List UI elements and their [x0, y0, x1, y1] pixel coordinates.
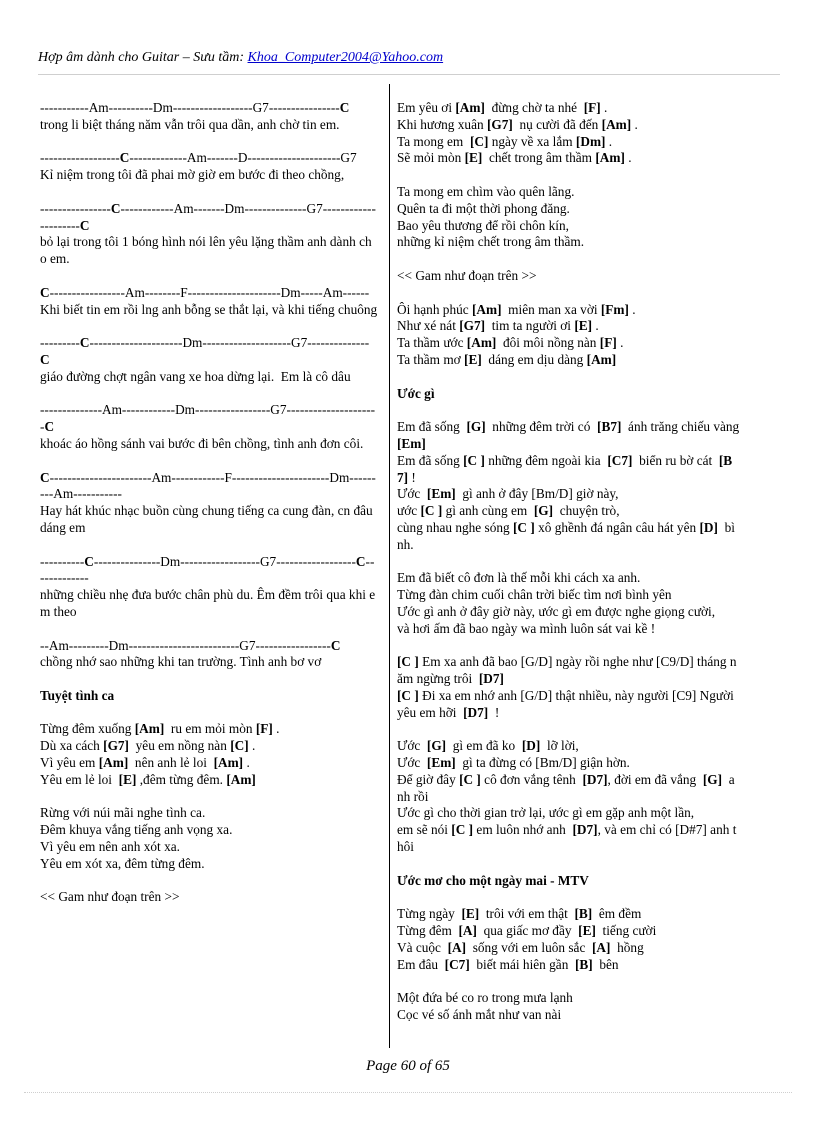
- blank-line: [397, 285, 741, 302]
- lyric-line: [40, 822, 378, 839]
- lyric-text: .: [605, 133, 613, 149]
- chord: [E]: [574, 318, 593, 334]
- lyric-text: Khi hương xuân: [397, 116, 487, 132]
- chord: [Am]: [455, 100, 485, 115]
- lyric-line: [40, 638, 378, 655]
- lyric-text: .: [272, 721, 280, 737]
- lyric-line: [397, 184, 741, 201]
- chord: [G]: [702, 771, 723, 787]
- blank-line: [40, 621, 378, 638]
- lyric-line: [40, 402, 378, 436]
- lyric-text: Ôi hạnh phúc: [397, 301, 472, 317]
- lyric-line: [397, 318, 741, 335]
- blank-line: [40, 671, 378, 688]
- lyric-text: Ước gì cho thời gian trở lại, ước gì em gặp anh một lần,: [397, 805, 695, 821]
- chord: [Am]: [471, 301, 502, 317]
- lyric-text: tim ta người ơi: [485, 318, 575, 334]
- lyric-text: Từng đêm: [397, 923, 459, 939]
- chord: Ước gì: [397, 385, 435, 401]
- lyric-text: ước: [397, 503, 421, 519]
- lyric-text: nụ cười đã đến: [512, 116, 602, 132]
- lyric-text: khoác áo hồng sánh vai bước đi bên chồng, tình anh đơn côi.: [40, 435, 364, 451]
- lyric-text: ---------------------Dm--------------------G7--------------: [89, 335, 370, 351]
- lyric-line: [397, 234, 741, 251]
- blank-line: [397, 167, 741, 184]
- lyric-text: ------------------: [40, 150, 120, 166]
- lyric-text: yêu em nồng nàn: [129, 738, 231, 754]
- chord: [Am]: [134, 721, 165, 737]
- lyric-text: chết trong âm thầm: [482, 150, 596, 166]
- lyric-text: biết mái hiên gần: [469, 956, 575, 972]
- blank-line: [40, 705, 378, 722]
- lyric-text: gì anh ở đây [Bm/D] giờ này,: [455, 486, 619, 502]
- lyric-text: Em yêu ơi: [397, 100, 456, 115]
- lyric-text: những kỉ niệm chết trong âm thầm.: [397, 234, 585, 250]
- chord: [B]: [574, 906, 593, 922]
- chord: [A]: [592, 939, 611, 955]
- lyric-text: !: [408, 469, 416, 485]
- chord: [C ]: [463, 452, 485, 468]
- lyric-text: Ta mong em chìm vào quên lãng.: [397, 183, 575, 199]
- lyric-text: Từng ngày: [397, 906, 462, 922]
- lyric-text: giáo đường chợt ngân vang xe hoa dừng lại. Em là cô dâu: [40, 368, 351, 384]
- lyric-text: -----------------Am--------F---------------------Dm-----Am------: [49, 284, 370, 300]
- lyric-text: ------------Am-------Dm--------------G7---------------------: [40, 200, 376, 233]
- chord: [E]: [461, 906, 480, 922]
- chord: C: [40, 351, 50, 367]
- lyric-text: Em xa anh đã bao [G/D] ngày rồi nghe như [C9/D] tháng năm ngừng trôi: [397, 654, 737, 687]
- blank-line: [397, 251, 741, 268]
- chord: [E]: [464, 351, 482, 367]
- lyric-text: Ta mong em: [397, 133, 470, 149]
- lyric-text: Khi biết tin em rồi lng anh bỗng se thắt lại, và khi tiếng chuông: [40, 301, 378, 317]
- blank-line: [40, 318, 378, 335]
- blank-line: [40, 789, 378, 806]
- lyric-line: [397, 117, 741, 134]
- lyric-text: Ta thầm ước: [397, 335, 467, 351]
- lyric-text: sống với em luôn sắc: [466, 939, 592, 955]
- lyric-text: Ước: [397, 755, 427, 771]
- lyric-text: anh rồi: [397, 771, 735, 804]
- author-email-link[interactable]: Khoa_Computer2004@Yahoo.com: [247, 50, 444, 65]
- lyric-text: đừng chờ ta nhé: [484, 100, 584, 115]
- lyric-line: [40, 755, 378, 772]
- lyric-text: Em đã sống: [397, 452, 464, 468]
- song-title: [397, 873, 741, 890]
- lyric-text: --Am---------Dm-------------------------G7-----------------: [40, 637, 331, 653]
- lyric-text: Vì yêu em nên anh xót xa.: [40, 839, 180, 855]
- lyric-text: em sẽ nói: [397, 822, 452, 838]
- lyric-text: Ta thầm mơ: [397, 351, 465, 367]
- lyric-line: [397, 940, 741, 957]
- chord: C: [79, 335, 90, 351]
- chord: C: [40, 284, 50, 300]
- lyric-text: ngày về xa lắm: [488, 133, 576, 149]
- chord: [Fm]: [600, 301, 629, 317]
- lyric-text: lỡ lời,: [540, 738, 579, 754]
- lyric-text: << Gam như đoạn trên >>: [397, 267, 537, 283]
- lyric-text: gì anh cùng em: [442, 503, 534, 519]
- lyric-text: -----------------------Am------------F----------------------Dm---------Am-----------: [40, 469, 376, 502]
- lyric-line: [40, 167, 378, 184]
- chord: [A]: [447, 939, 467, 955]
- lyric-text: Em đâu: [397, 956, 445, 972]
- lyric-line: [40, 805, 378, 822]
- header-title: Hợp âm dành cho Guitar – Sưu tầm:: [38, 50, 248, 65]
- lyric-text: Ước: [397, 738, 427, 754]
- chord: [C ]: [451, 822, 474, 838]
- lyric-text: ----------------: [40, 200, 111, 216]
- lyric-line: [397, 352, 741, 369]
- lyric-line: [40, 654, 378, 671]
- blank-line: [40, 134, 378, 151]
- chord: C: [330, 637, 341, 653]
- chord: [G7]: [103, 738, 129, 754]
- lyric-line: [397, 957, 741, 974]
- right-column: [397, 100, 746, 1024]
- lyric-text: Một đứa bé co ro trong mưa lạnh: [397, 990, 573, 1006]
- lyric-text: những đêm ngoài kia: [484, 452, 608, 468]
- lyric-line: [397, 453, 741, 487]
- lyric-line: [397, 486, 741, 503]
- lyric-line: [397, 587, 741, 604]
- chord: C: [44, 419, 55, 435]
- lyric-text: ánh trăng chiếu vàng: [621, 419, 746, 435]
- lyric-line: [397, 150, 741, 167]
- lyric-text: Hay hát khúc nhạc buồn cùng chung tiếng ca cung đàn, cn đâu dáng em: [40, 503, 377, 535]
- chord: [Am]: [601, 116, 632, 132]
- chord: [E]: [118, 771, 137, 787]
- chord: [D]: [521, 738, 541, 754]
- lyric-text: Vì yêu em: [40, 755, 99, 771]
- chord: [Em]: [426, 755, 456, 771]
- chord: [G]: [533, 503, 554, 519]
- blank-line: [397, 638, 741, 655]
- footer-divider: [24, 1092, 792, 1093]
- chord: C: [119, 150, 130, 166]
- lyric-text: Dù xa cách: [40, 738, 104, 754]
- chord: [Am]: [466, 335, 497, 351]
- chord: [Am]: [595, 150, 625, 166]
- chord: [D]: [699, 519, 718, 535]
- lyric-text: Từng đàn chim cuối chân trời biếc tìm nơi bình yên: [397, 587, 672, 603]
- chord: Tuyệt tình ca: [40, 687, 115, 703]
- chord: [G]: [466, 419, 486, 435]
- chord: [Am]: [213, 755, 244, 771]
- chord: [Am]: [226, 771, 256, 787]
- lyric-text: miên man xa vời: [501, 301, 601, 317]
- lyric-line: [40, 117, 378, 134]
- chord: [C7]: [444, 956, 470, 972]
- lyric-text: chuyện trò,: [553, 503, 620, 519]
- lyric-text: ,đêm từng đêm.: [136, 771, 227, 787]
- chord: [C7]: [607, 452, 633, 468]
- chord: [C ]: [397, 687, 419, 703]
- lyric-line: [40, 150, 378, 167]
- lyric-text: những đêm trời có: [485, 419, 598, 435]
- lyric-line: [397, 990, 741, 1007]
- blank-line: [40, 268, 378, 285]
- left-column: [40, 100, 378, 906]
- lyric-line: [397, 268, 741, 285]
- chord: [Am]: [586, 351, 617, 367]
- lyric-text: .: [248, 738, 256, 754]
- lyric-text: Như xé nát: [397, 318, 460, 334]
- lyric-text: Đêm khuya vắng tiếng anh vọng xa.: [40, 822, 233, 838]
- chord: [F]: [255, 721, 273, 737]
- page-header: [38, 50, 443, 66]
- lyric-text: Rừng với núi mãi nghe tình ca.: [40, 805, 206, 821]
- chord: [B7]: [397, 452, 733, 485]
- lyric-text: em luôn nhớ anh: [473, 822, 573, 838]
- lyric-line: [40, 436, 378, 453]
- lyric-line: [40, 503, 378, 537]
- lyric-text: xô ghềnh đá ngân câu hát yên: [534, 519, 700, 535]
- chord: [G7]: [486, 116, 513, 132]
- lyric-text: bỏ lại trong tôi 1 bóng hình nói lên yêu lặng thầm anh dành cho em.: [40, 234, 372, 267]
- lyric-text: Sẽ mỏi mòn: [397, 150, 465, 166]
- chord: C: [40, 469, 50, 485]
- chord: [Am]: [98, 755, 129, 771]
- lyric-text: Ước: [397, 486, 427, 502]
- lyric-line: [397, 570, 741, 587]
- lyric-line: [40, 587, 378, 621]
- lyric-text: -------------: [40, 553, 375, 586]
- chord: [D7]: [478, 671, 504, 687]
- lyric-line: [397, 100, 741, 117]
- page-number: Page 60 of 65: [366, 1058, 450, 1074]
- lyric-text: !: [488, 704, 500, 720]
- lyric-text: Yêu em xót xa, đêm từng đêm.: [40, 855, 205, 871]
- blank-line: [40, 873, 378, 890]
- lyric-line: [40, 738, 378, 755]
- chord: C: [355, 553, 366, 569]
- lyric-line: [397, 419, 746, 453]
- chord: C: [79, 217, 90, 233]
- lyric-text: .: [600, 100, 608, 115]
- chord: [D7]: [572, 822, 598, 838]
- lyric-text: .: [616, 335, 624, 351]
- lyric-text: cô đơn vắng tênh: [480, 771, 583, 787]
- lyric-text: .: [592, 318, 599, 334]
- lyric-text: những chiều nhẹ đưa bước chân phù du. Êm đềm trôi qua khi em theo: [40, 587, 376, 619]
- chord: [C ]: [459, 771, 481, 787]
- lyric-text: .: [243, 755, 250, 771]
- lyric-text: -----------Am----------Dm------------------G7----------------: [40, 100, 340, 115]
- lyric-text: Ước gì anh ở đây giờ này, ước gì em được nghe giọng cười,: [397, 603, 716, 619]
- lyric-line: [397, 923, 741, 940]
- lyric-line: [397, 520, 741, 554]
- lyric-text: trong li biệt tháng năm vẫn trôi qua dần, anh chờ tin em.: [40, 116, 340, 132]
- lyric-text: cùng nhau nghe sóng: [397, 519, 513, 535]
- chord: [C ]: [512, 519, 535, 535]
- lyric-text: gì ta đừng có [Bm/D] giận hờn.: [455, 755, 630, 771]
- blank-line: [397, 402, 741, 419]
- blank-line: [40, 453, 378, 470]
- blank-line: [397, 889, 741, 906]
- lyric-line: [40, 721, 378, 738]
- chord: [D7]: [463, 704, 489, 720]
- lyric-line: [40, 554, 378, 588]
- lyric-text: Cọc vé số ánh mắt như van nài: [397, 1007, 562, 1023]
- lyric-line: [397, 772, 741, 806]
- lyric-text: Yêu em lẻ loi: [40, 771, 119, 787]
- lyric-text: tiếng cười: [595, 923, 657, 939]
- chord: [Em]: [397, 435, 426, 451]
- lyric-text: Để giờ đây: [397, 771, 460, 787]
- lyric-text: Và cuộc: [397, 939, 448, 955]
- lyric-text: --------------Am------------Dm-----------------G7---------------------: [40, 402, 376, 435]
- lyric-line: [397, 654, 741, 688]
- lyric-text: Em đã biết cô đơn là thế mỗi khi cách xa anh.: [397, 570, 641, 586]
- lyric-line: [40, 285, 378, 302]
- lyric-text: êm đềm: [592, 906, 642, 922]
- chord: [F]: [583, 100, 601, 115]
- lyric-text: trôi với em thật: [479, 906, 575, 922]
- chord: [C ]: [397, 654, 419, 670]
- lyric-line: [397, 805, 741, 822]
- chord: [G7]: [459, 318, 486, 334]
- chord: [C]: [230, 738, 249, 754]
- lyric-text: chồng nhớ sao những khi tan trường. Tình anh bơ vơ: [40, 654, 322, 670]
- blank-line: [397, 856, 741, 873]
- lyric-text: Bao yêu thương để rồi chôn kín,: [397, 217, 569, 233]
- lyric-line: [40, 889, 378, 906]
- blank-line: [40, 537, 378, 554]
- chord: [D7]: [582, 771, 608, 787]
- lyric-line: [397, 218, 741, 235]
- chord: C: [110, 200, 121, 216]
- chord: [G]: [426, 738, 447, 754]
- lyric-line: [397, 621, 741, 638]
- blank-line: [40, 386, 378, 403]
- chord: C: [84, 553, 94, 569]
- lyric-text: hồng: [610, 939, 644, 955]
- lyric-line: [397, 906, 741, 923]
- lyric-line: [397, 201, 741, 218]
- lyric-text: Quên ta đi một thời phong đăng.: [397, 200, 570, 216]
- lyric-text: bình.: [397, 519, 735, 552]
- lyric-text: dáng em dịu dàng: [481, 351, 587, 367]
- blank-line: [397, 973, 741, 990]
- blank-line: [40, 184, 378, 201]
- lyric-text: << Gam như đoạn trên >>: [40, 889, 180, 905]
- lyric-line: [397, 604, 741, 621]
- chord: [Em]: [426, 486, 456, 502]
- lyric-text: nên anh lẻ loi: [128, 755, 214, 771]
- lyric-line: [40, 335, 378, 369]
- lyric-line: [397, 738, 741, 755]
- blank-line: [397, 369, 741, 386]
- lyric-text: ---------: [40, 335, 80, 351]
- lyric-text: và hơi ấm đã bao ngày wa mình luôn sát vai kề !: [397, 620, 656, 636]
- lyric-line: [40, 839, 378, 856]
- lyric-text: qua giấc mơ đầy: [476, 923, 579, 939]
- header-divider: [38, 74, 780, 75]
- chord: [C]: [469, 133, 489, 149]
- lyric-text: .: [628, 301, 636, 317]
- chord: [F]: [599, 335, 617, 351]
- lyric-line: [40, 100, 378, 117]
- lyric-text: -------------Am-------D---------------------G7: [129, 150, 357, 166]
- lyric-line: [40, 369, 378, 386]
- lyric-text: biển ru bờ cát: [632, 452, 719, 468]
- lyric-line: [397, 302, 741, 319]
- lyric-line: [40, 470, 378, 504]
- lyric-text: ----------: [40, 553, 85, 569]
- lyric-text: đôi môi nồng nàn: [496, 335, 600, 351]
- lyric-line: [40, 201, 378, 235]
- lyric-line: [397, 755, 741, 772]
- chord: C: [339, 100, 350, 115]
- lyric-line: [40, 772, 378, 789]
- lyric-line: [40, 856, 378, 873]
- lyric-line: [397, 335, 741, 352]
- lyric-line: [397, 503, 741, 520]
- lyric-line: [40, 302, 378, 319]
- lyric-text: Đi xa em nhớ anh [G/D] thật nhiều, này người [C9] Người yêu em hỡi: [397, 687, 738, 720]
- lyric-text: , và em chỉ có [D#7] anh thôi: [397, 822, 737, 855]
- lyric-text: Từng đêm xuống: [40, 721, 135, 737]
- lyric-line: [397, 1007, 741, 1024]
- lyric-text: , đời em đã vắng: [607, 771, 703, 787]
- column-divider: [389, 84, 390, 1048]
- lyric-text: bên: [592, 956, 619, 972]
- lyric-text: ---------------Dm------------------G7------------------: [93, 553, 356, 569]
- lyric-text: Kỉ niệm trong tôi đã phai mờ giờ em bước đi theo chồng,: [40, 167, 345, 183]
- lyric-text: ru em mỏi mòn: [164, 721, 256, 737]
- chord: [Dm]: [575, 133, 606, 149]
- chord: Ước mơ cho một ngày mai - MTV: [397, 872, 589, 888]
- lyric-line: [397, 134, 741, 151]
- chord: [E]: [578, 923, 596, 939]
- chord: [E]: [464, 150, 483, 166]
- lyric-text: .: [631, 116, 638, 132]
- chord: [A]: [458, 923, 477, 939]
- blank-line: [397, 554, 741, 571]
- song-title: [40, 688, 378, 705]
- lyric-line: [397, 688, 741, 722]
- chord: [C ]: [420, 503, 443, 519]
- lyric-line: [40, 234, 378, 268]
- chord: [B7]: [597, 419, 622, 435]
- lyric-text: gì em đã ko: [446, 738, 522, 754]
- blank-line: [397, 721, 741, 738]
- song-title: [397, 386, 741, 403]
- chord: [B]: [575, 956, 593, 972]
- lyric-line: [397, 822, 741, 856]
- lyric-text: Em đã sống: [397, 419, 467, 435]
- lyric-text: .: [624, 150, 632, 166]
